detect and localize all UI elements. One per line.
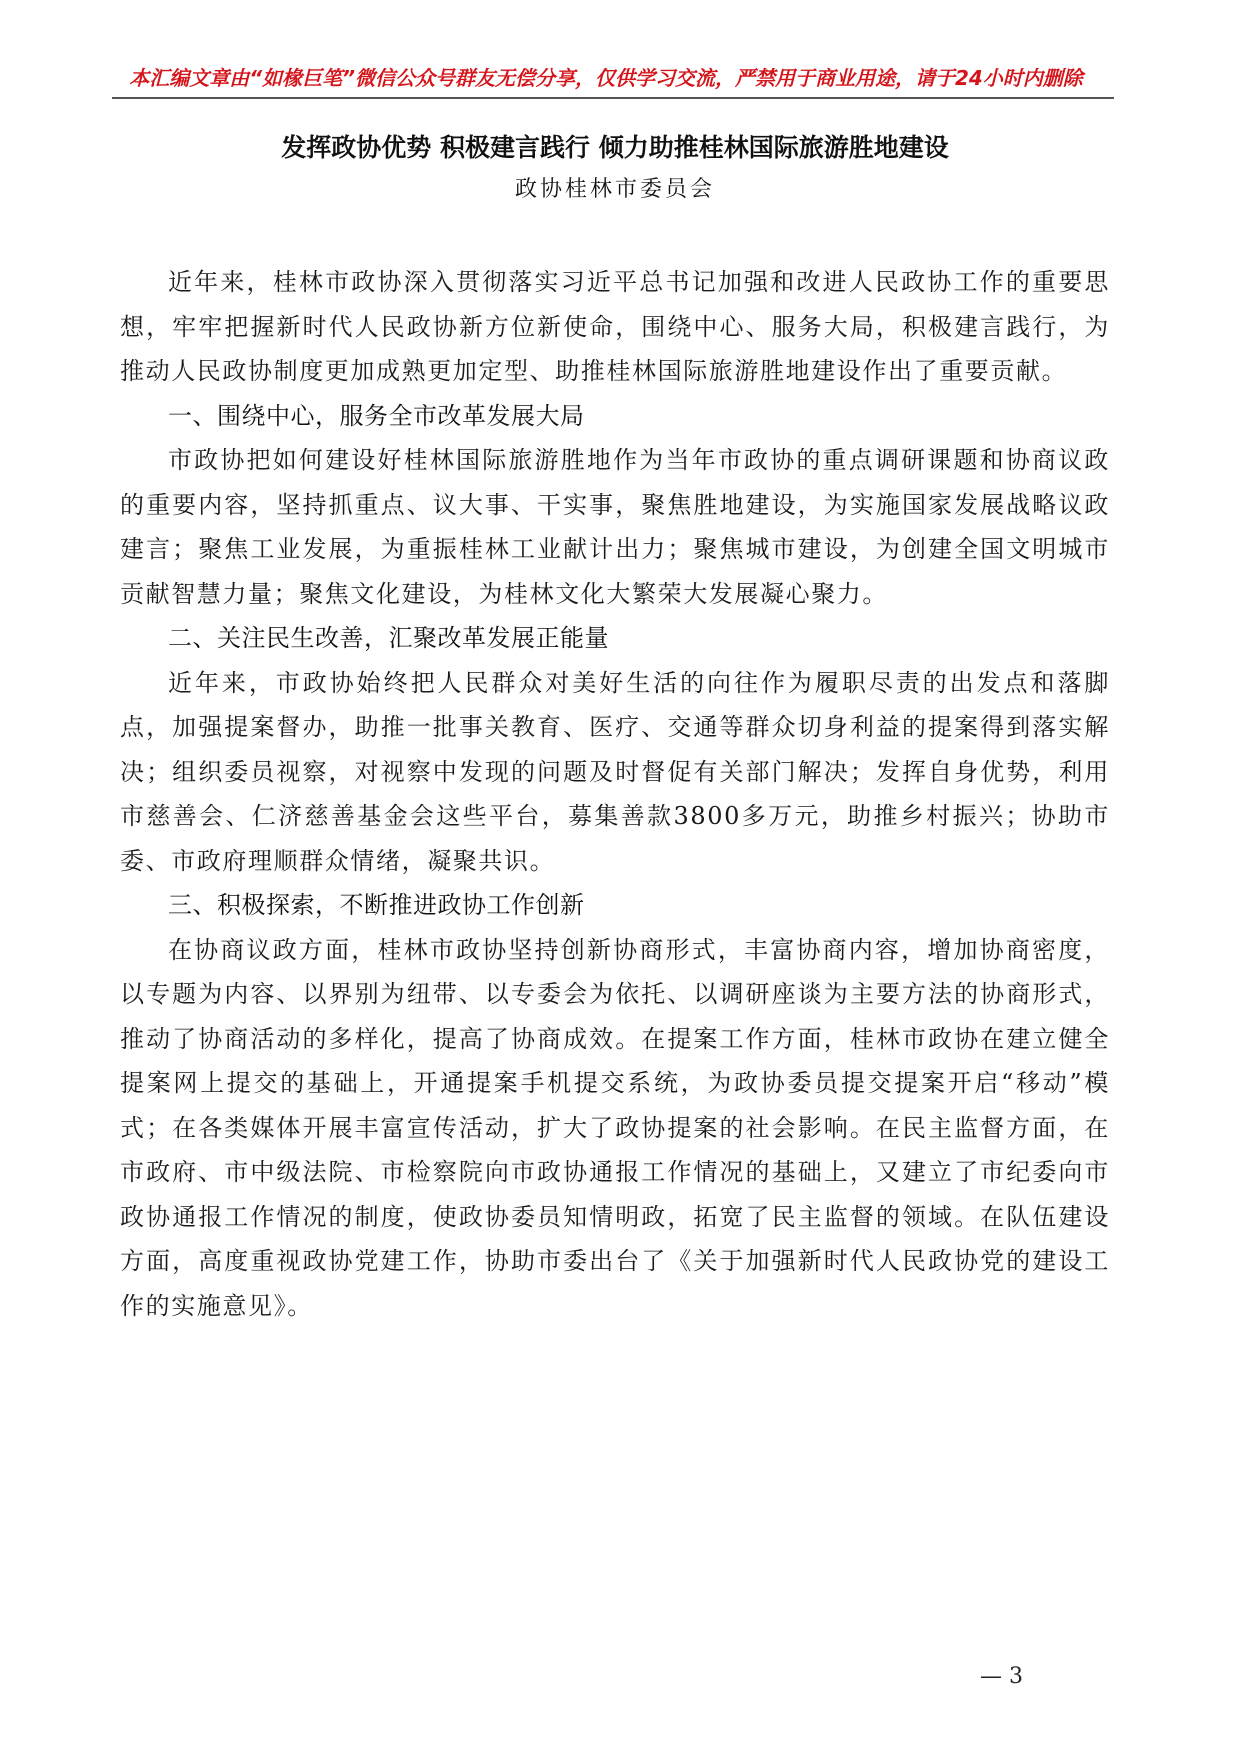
page-number: — 3	[980, 1664, 1023, 1689]
banner-divider	[112, 97, 1114, 99]
section-body-1: 市政协把如何建设好桂林国际旅游胜地作为当年市政协的重点调研课题和协商议政的重要内容，坚持抓重点、议大事、干实事，聚焦胜地建设，为实施国家发展战略议政建言；聚焦工业发展，为重振桂林工业献计出力；聚焦城市建设，为创建全国文明城市贡献智慧力量；聚焦文化建设，为桂林文化大繁荣大发展凝心聚力。	[120, 446, 1110, 608]
section-heading-3: 三、积极探索，不断推进政协工作创新	[168, 891, 585, 919]
copyright-banner: 本汇编文章由“如椽巨笔”微信公众号群友无偿分享，仅供学习交流，严禁用于商业用途，请于24小时内删除	[129, 66, 1083, 90]
section-heading-2: 二、关注民生改善，汇聚改革发展正能量	[168, 624, 609, 652]
document-author: 政协桂林市委员会	[514, 177, 715, 202]
section-body-2: 近年来，市政协始终把人民群众对美好生活的向往作为履职尽责的出发点和落脚点，加强提案督办，助推一批事关教育、医疗、交通等群众切身利益的提案得到落实解决；组织委员视察，对视察中发现的问题及时督促有关部门解决；发挥自身优势，利用市慈善会、仁济慈善基金会这些平台，募集善款3800多万元，助推乡村振兴；协助市委、市政府理顺群众情绪，凝聚共识。	[120, 668, 1110, 875]
section-heading-1: 一、围绕中心，服务全市改革发展大局	[168, 401, 585, 430]
document-title: 发挥政协优势 积极建言践行 倾力助推桂林国际旅游胜地建设	[281, 133, 949, 162]
section-body-3: 在协商议政方面，桂林市政协坚持创新协商形式，丰富协商内容，增加协商密度，以专题为内容、以界别为纽带、以专委会为依托、以调研座谈为主要方法的协商形式，推动了协商活动的多样化，提高了协商成效。在提案工作方面，桂林市政协在建立健全提案网上提交的基础上，开通提案手机提交系统，为政协委员提交提案开启“移动”模式；在各类媒体开展丰富宣传活动，扩大了政协提案的社会影响。在民主监督方面，在市政府、市中级法院、市检察院向市政协通报工作情况的基础上，又建立了市纪委向市政协通报工作情况的制度，使政协委员知情明政，拓宽了民主监督的领域。在队伍建设方面，高度重视政协党建工作，协助市委出台了《关于加强新时代人民政协党的建设工作的实施意见》。	[120, 935, 1110, 1320]
intro-paragraph: 近年来，桂林市政协深入贯彻落实习近平总书记加强和改进人民政协工作的重要思想，牢牢把握新时代人民政协新方位新使命，围绕中心、服务大局，积极建言践行，为推动人民政协制度更加成熟更加定型、助推桂林国际旅游胜地建设作出了重要贡献。	[120, 268, 1110, 385]
document-body	[120, 260, 1110, 1328]
